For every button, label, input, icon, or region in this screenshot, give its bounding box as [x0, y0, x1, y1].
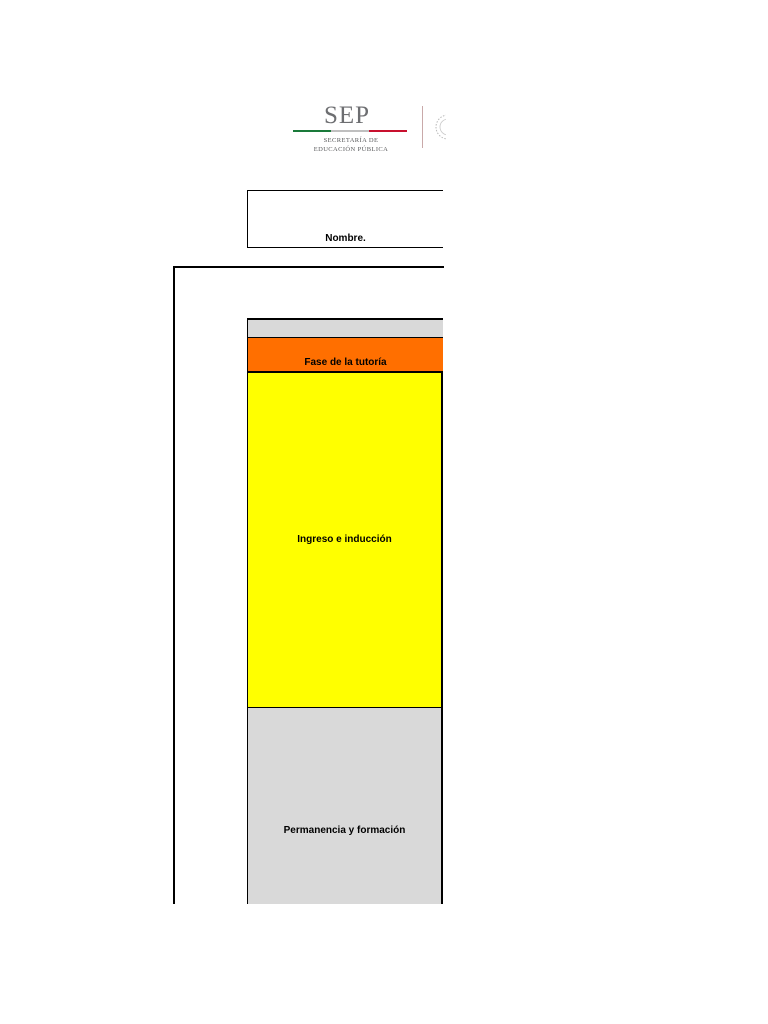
logo-subtitle-line2: EDUCACIÓN PÚBLICA	[313, 146, 389, 153]
sep-logo	[286, 96, 446, 160]
name-field[interactable]	[247, 190, 443, 248]
table-top-row	[247, 318, 443, 337]
logo-subtitle-line1: SECRETARÍA DE	[323, 137, 379, 144]
logo-tricolor-line	[293, 130, 407, 132]
phase-label-permanencia: Permanencia y formación	[283, 825, 406, 836]
name-label: Nombre.	[325, 233, 366, 244]
national-seal-icon	[434, 112, 446, 142]
table-header-cell	[247, 337, 443, 371]
table-header-label: Fase de la tutoría	[304, 357, 387, 368]
table-row-permanencia	[247, 708, 443, 904]
phase-label-ingreso: Ingreso e inducción	[297, 534, 392, 545]
table-row-ingreso	[247, 371, 443, 708]
logo-acronym: SEP	[323, 102, 371, 129]
logo-divider	[422, 106, 423, 148]
